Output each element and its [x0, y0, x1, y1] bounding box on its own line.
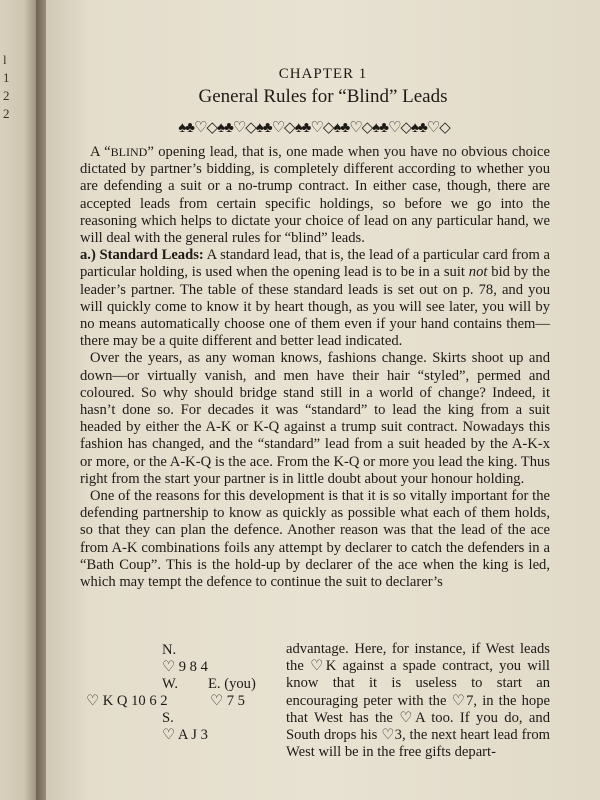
- side-text: [286, 641, 550, 761]
- text-run: BLIND: [110, 145, 148, 159]
- text-run: A “: [90, 144, 111, 160]
- left-page-fragment: 1: [3, 70, 10, 85]
- paragraph-fashions: Over the years, as any woman knows, fashions change. Skirts shoot up and down—or virtually vanish, and men have their hair “styled”, permed and coloured. So why should bridge stand still in a world of change? Indeed, it hasn’t done so. For decades it was “standard” to lead the king from a suit headed by either the A-K or K-Q against a trump suit contract. Nowadays this fashion has changed, and the “standard” lead from a suit headed by the A-K-x or more, or the A-K-Q is the ace. From the K-Q or more you lead the king. Thus right from the start your partner is in little doubt about your honour holding.: [80, 350, 550, 487]
- south-label: S.: [162, 710, 174, 726]
- paragraph-reasons: One of the reasons for this development is that it is so vitally important for the defending partnership to know as quickly as possible what each of them holds, so that they can plan the defence. Another reason was that the lead of the ace from A-K combinations foils any attempt by declarer to catch the defenders in a “Bath Coup”. This is the hold-up by declarer of the ace when the king is led, which may tempt the defence to continue the suit to declarer’s: [80, 488, 550, 591]
- left-page-fragment: 2: [3, 88, 10, 103]
- chapter-label: CHAPTER 1: [278, 66, 368, 82]
- west-label: W.: [162, 676, 179, 692]
- text-run: ” opening lead, that is, one made when you have no obvious choice dictated by partner’s bidding, is completely different according to whether you are defending a suit or a no-trump contract. In either case, though, there are accepted leads from certain specific holdings, so before we go into the reasoning which helps to dictate your choice of lead on any particular hand, we will deal with the general rules for “blind” leads.: [80, 144, 550, 247]
- chapter-title: General Rules for “Blind” Leads: [198, 86, 448, 107]
- text-run: not: [468, 264, 488, 281]
- book-page: [46, 0, 600, 800]
- bridge-hand-diagram: [80, 642, 280, 762]
- suit-ornament-row: ♠♣♡◇♠♣♡◇♠♣♡◇♠♣♡◇♠♣♡◇♠♣♡◇♠♣♡◇: [178, 120, 450, 136]
- south-cards: ♡ A J 3: [162, 727, 208, 743]
- west-cards: ♡ K Q 10 6 2: [86, 693, 168, 709]
- paragraph-standard-leads: [80, 247, 550, 350]
- left-page-fragment: l: [3, 52, 7, 67]
- paragraph-bath-coup-example: advantage. Here, for instance, if West leads the ♡K against a spade contract, you will know that it is useless to start an encouraging peter with the ♡7, in the hope that West has the ♡A too. If you do, and South drops his ♡3, the next heart lead from West will be in the free gifts depart-: [286, 641, 550, 761]
- body-text: [80, 144, 550, 591]
- section-heading: a.) Standard Leads:: [80, 247, 204, 264]
- left-page-fragment: 2: [3, 106, 10, 121]
- east-label: E. (you): [208, 676, 256, 692]
- north-label: N.: [162, 642, 177, 658]
- north-cards: ♡ 9 8 4: [162, 659, 208, 675]
- east-cards: ♡ 7 5: [210, 693, 245, 709]
- text-run: bid by the leader’s partner. The table of these standard leads is set out on p. 78, and you will quickly come to know it by heart though, as you will see later, you will by no means automatically choose one of them even if your hand contains them—there may be a quite different and better lead indicated.: [80, 264, 550, 350]
- text-run: A standard lead, that is, the lead of a particular card from a particular holding, is used when the opening lead is to be in a suit: [80, 247, 551, 281]
- paragraph-blind-leads: [80, 144, 550, 247]
- left-page-edge: [0, 0, 40, 800]
